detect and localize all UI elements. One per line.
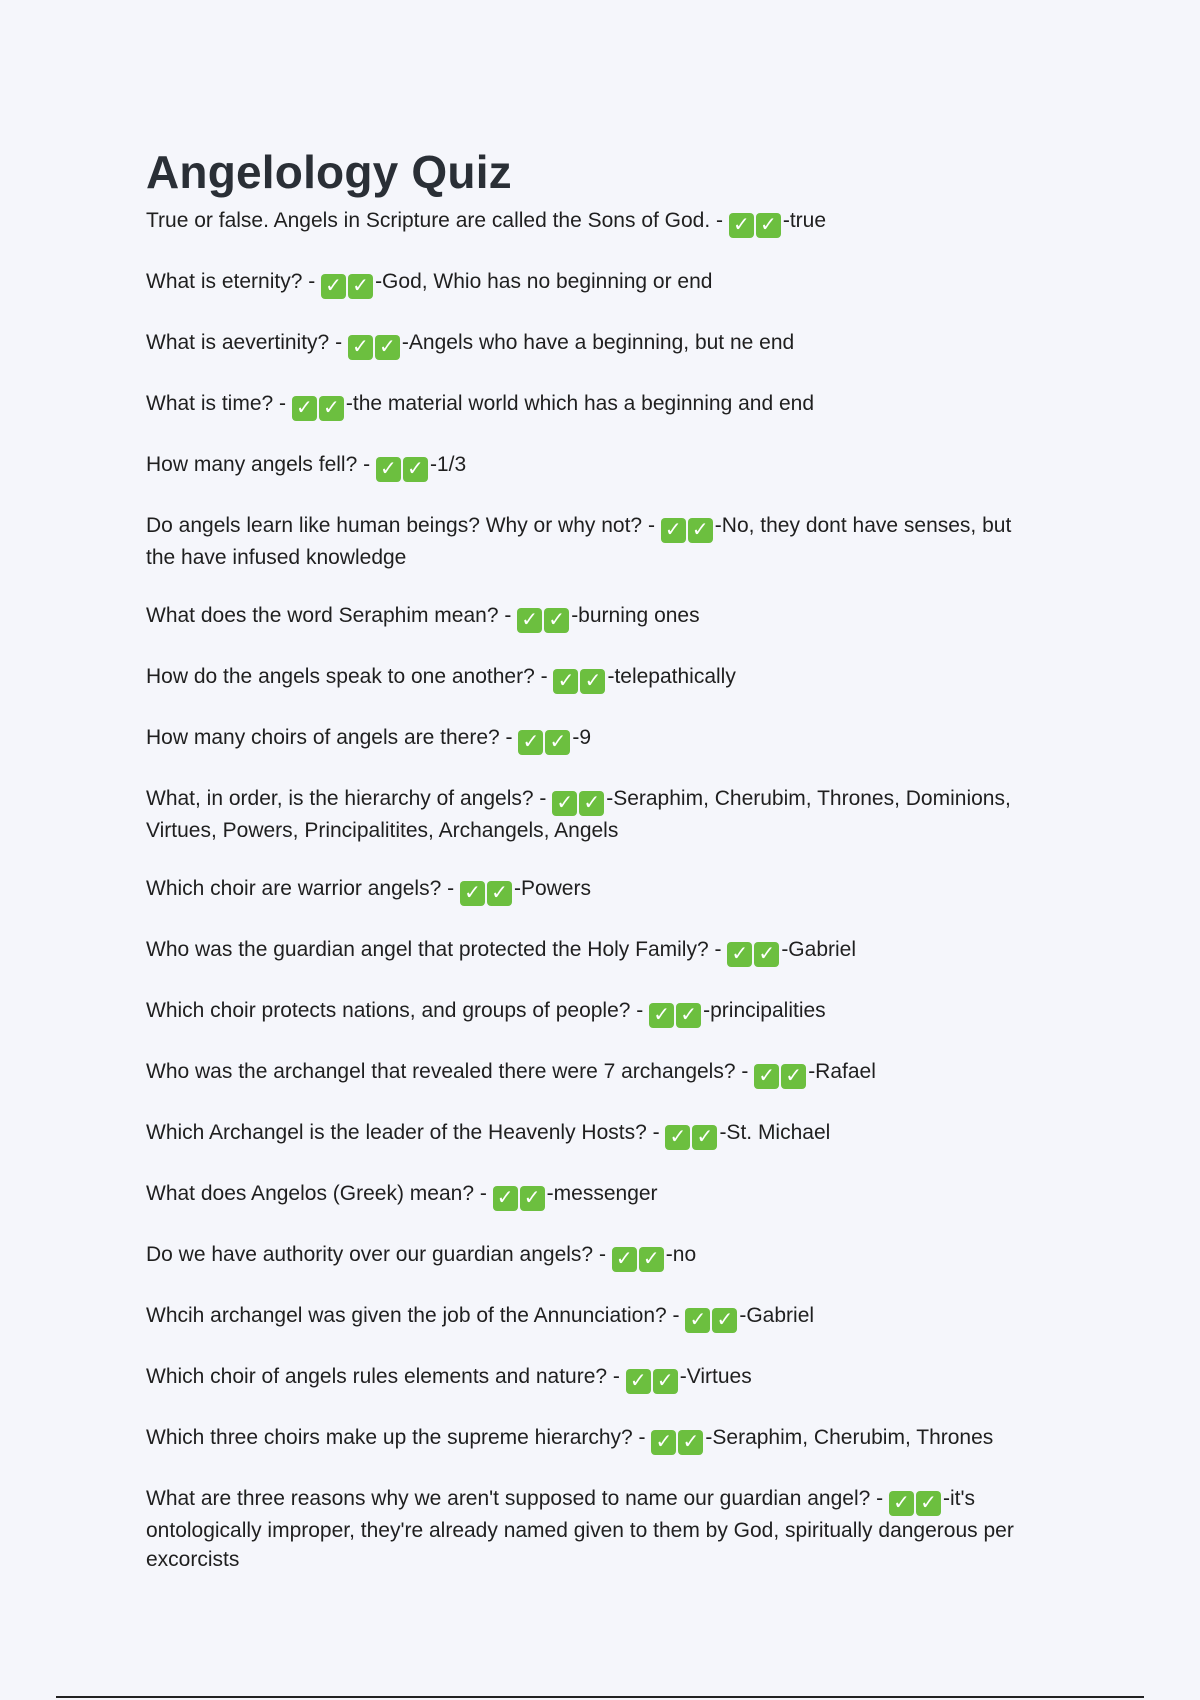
quiz-answer: -Gabriel [781, 938, 857, 961]
check-mark-button-icon: ✓ [520, 1186, 545, 1211]
answer-marker [553, 662, 607, 694]
quiz-item [146, 1118, 1046, 1150]
check-mark-button-icon: ✓ [651, 1430, 676, 1455]
quiz-item [146, 450, 1046, 482]
quiz-item [146, 267, 1046, 299]
quiz-question: What is eternity? - [146, 270, 322, 293]
answer-marker [552, 784, 606, 816]
check-mark-button-icon: ✓ [545, 730, 570, 755]
quiz-item [146, 601, 1046, 633]
check-mark-button-icon: ✓ [460, 881, 485, 906]
quiz-item [146, 1240, 1046, 1272]
check-mark-button-icon: ✓ [319, 396, 344, 421]
quiz-question: Who was the guardian angel that protected the Holy Family? - [146, 938, 728, 961]
check-mark-button-icon: ✓ [653, 1369, 678, 1394]
answer-marker [348, 328, 402, 360]
check-mark-button-icon: ✓ [665, 1125, 690, 1150]
quiz-question: What are three reasons why we aren't supposed to name our guardian angel? - [146, 1487, 889, 1510]
quiz-item [146, 1301, 1046, 1333]
check-mark-button-icon: ✓ [403, 457, 428, 482]
page-title: Angelology Quiz [146, 146, 512, 198]
quiz-answer: -God, Whio has no beginning or end [375, 270, 713, 293]
check-mark-button-icon: ✓ [553, 669, 578, 694]
quiz-question: Which Archangel is the leader of the Heavenly Hosts? - [146, 1121, 666, 1144]
answer-marker [626, 1362, 680, 1394]
quiz-item [146, 511, 1046, 572]
quiz-question: Do we have authority over our guardian angels? - [146, 1243, 612, 1266]
quiz-question: How do the angels speak to one another? - [146, 665, 554, 688]
check-mark-button-icon: ✓ [552, 791, 577, 816]
check-mark-button-icon: ✓ [649, 1003, 674, 1028]
check-mark-button-icon: ✓ [518, 730, 543, 755]
answer-marker [517, 601, 571, 633]
check-mark-button-icon: ✓ [544, 608, 569, 633]
quiz-question: Which choir of angels rules elements and nature? - [146, 1365, 626, 1388]
quiz-answer: -burning ones [571, 604, 700, 627]
answer-marker [727, 935, 781, 967]
check-mark-button-icon: ✓ [487, 881, 512, 906]
quiz-question: What does Angelos (Greek) mean? - [146, 1182, 493, 1205]
quiz-answer: -Gabriel [739, 1304, 815, 1327]
quiz-question: What is aevertinity? - [146, 331, 348, 354]
check-mark-button-icon: ✓ [348, 335, 373, 360]
check-mark-button-icon: ✓ [639, 1247, 664, 1272]
answer-marker [321, 267, 375, 299]
check-mark-button-icon: ✓ [376, 457, 401, 482]
check-mark-button-icon: ✓ [676, 1003, 701, 1028]
answer-marker [889, 1484, 943, 1516]
answer-marker [649, 996, 703, 1028]
quiz-answer: -Angels who have a beginning, but ne end [401, 331, 795, 354]
check-mark-button-icon: ✓ [685, 1308, 710, 1333]
quiz-item [146, 1484, 1046, 1574]
quiz-item [146, 935, 1046, 967]
check-mark-button-icon: ✓ [493, 1186, 518, 1211]
quiz-answer: -Seraphim, Cherubim, Thrones, Dominions, Virtues, Powers, Principalitites, Archangels, Angels [146, 787, 1011, 842]
quiz-answer: -St. Michael [719, 1121, 831, 1144]
quiz-question: Who was the archangel that revealed there were 7 archangels? - [146, 1060, 755, 1083]
quiz-answer: -the material world which has a beginning and end [345, 392, 814, 415]
check-mark-button-icon: ✓ [321, 274, 346, 299]
document-body [146, 138, 1046, 1603]
check-mark-button-icon: ✓ [727, 942, 752, 967]
check-mark-button-icon: ✓ [692, 1125, 717, 1150]
quiz-question: What does the word Seraphim mean? - [146, 604, 518, 627]
answer-marker [729, 206, 783, 238]
check-mark-button-icon: ✓ [688, 518, 713, 543]
quiz-answer: -messenger [546, 1182, 658, 1205]
check-mark-button-icon: ✓ [678, 1430, 703, 1455]
answer-marker [518, 723, 572, 755]
quiz-answer: -Rafael [808, 1060, 876, 1083]
quiz-answer: -1/3 [429, 453, 467, 476]
check-mark-button-icon: ✓ [517, 608, 542, 633]
answer-marker [685, 1301, 739, 1333]
quiz-answer: -Powers [513, 877, 591, 900]
quiz-answer: -9 [572, 726, 592, 749]
quiz-question: Which three choirs make up the supreme hierarchy? - [146, 1426, 652, 1449]
check-mark-button-icon: ✓ [781, 1064, 806, 1089]
check-mark-button-icon: ✓ [348, 274, 373, 299]
check-mark-button-icon: ✓ [756, 213, 781, 238]
check-mark-button-icon: ✓ [754, 942, 779, 967]
check-mark-button-icon: ✓ [375, 335, 400, 360]
quiz-question: True or false. Angels in Scripture are called the Sons of God. - [146, 209, 729, 232]
check-mark-button-icon: ✓ [754, 1064, 779, 1089]
quiz-item [146, 1362, 1046, 1394]
quiz-answer: -no [665, 1243, 697, 1266]
quiz-question: Do angels learn like human beings? Why or why not? - [146, 514, 661, 537]
quiz-answer: -true [782, 209, 827, 232]
check-mark-button-icon: ✓ [626, 1369, 651, 1394]
quiz-item [146, 1057, 1046, 1089]
quiz-item [146, 1179, 1046, 1211]
check-mark-button-icon: ✓ [579, 791, 604, 816]
quiz-question: Whcih archangel was given the job of the Annunciation? - [146, 1304, 686, 1327]
answer-marker [376, 450, 430, 482]
check-mark-button-icon: ✓ [712, 1308, 737, 1333]
quiz-answer: -Seraphim, Cherubim, Thrones [705, 1426, 994, 1449]
answer-marker [460, 874, 514, 906]
quiz-question: How many angels fell? - [146, 453, 376, 476]
answer-marker [612, 1240, 666, 1272]
quiz-question: Which choir protects nations, and groups of people? - [146, 999, 650, 1022]
check-mark-button-icon: ✓ [729, 213, 754, 238]
check-mark-button-icon: ✓ [612, 1247, 637, 1272]
quiz-question: How many choirs of angels are there? - [146, 726, 519, 749]
check-mark-button-icon: ✓ [292, 396, 317, 421]
quiz-item [146, 206, 1046, 238]
answer-marker [661, 511, 715, 543]
quiz-answer: -No, they dont have senses, but the have infused knowledge [146, 514, 1012, 569]
quiz-item [146, 389, 1046, 421]
quiz-answer: -telepathically [607, 665, 736, 688]
quiz-answer: -it's ontologically improper, they're already named given to them by God, spiritually dangerous per excorcists [146, 1487, 1014, 1571]
quiz-item [146, 662, 1046, 694]
quiz-item [146, 1423, 1046, 1455]
quiz-answer: -principalities [703, 999, 826, 1022]
answer-marker [292, 389, 346, 421]
answer-marker [493, 1179, 547, 1211]
check-mark-button-icon: ✓ [889, 1491, 914, 1516]
quiz-question: What, in order, is the hierarchy of angels? - [146, 787, 553, 810]
quiz-question: What is time? - [146, 392, 292, 415]
quiz-item [146, 996, 1046, 1028]
quiz-item [146, 784, 1046, 845]
answer-marker [754, 1057, 808, 1089]
check-mark-button-icon: ✓ [580, 669, 605, 694]
page-bottom-rule [56, 1696, 1144, 1698]
quiz-answer: -Virtues [679, 1365, 752, 1388]
check-mark-button-icon: ✓ [916, 1491, 941, 1516]
answer-marker [665, 1118, 719, 1150]
quiz-question: Which choir are warrior angels? - [146, 877, 460, 900]
quiz-list [146, 206, 1046, 1574]
quiz-item [146, 874, 1046, 906]
quiz-item [146, 328, 1046, 360]
check-mark-button-icon: ✓ [661, 518, 686, 543]
answer-marker [651, 1423, 705, 1455]
quiz-item [146, 723, 1046, 755]
